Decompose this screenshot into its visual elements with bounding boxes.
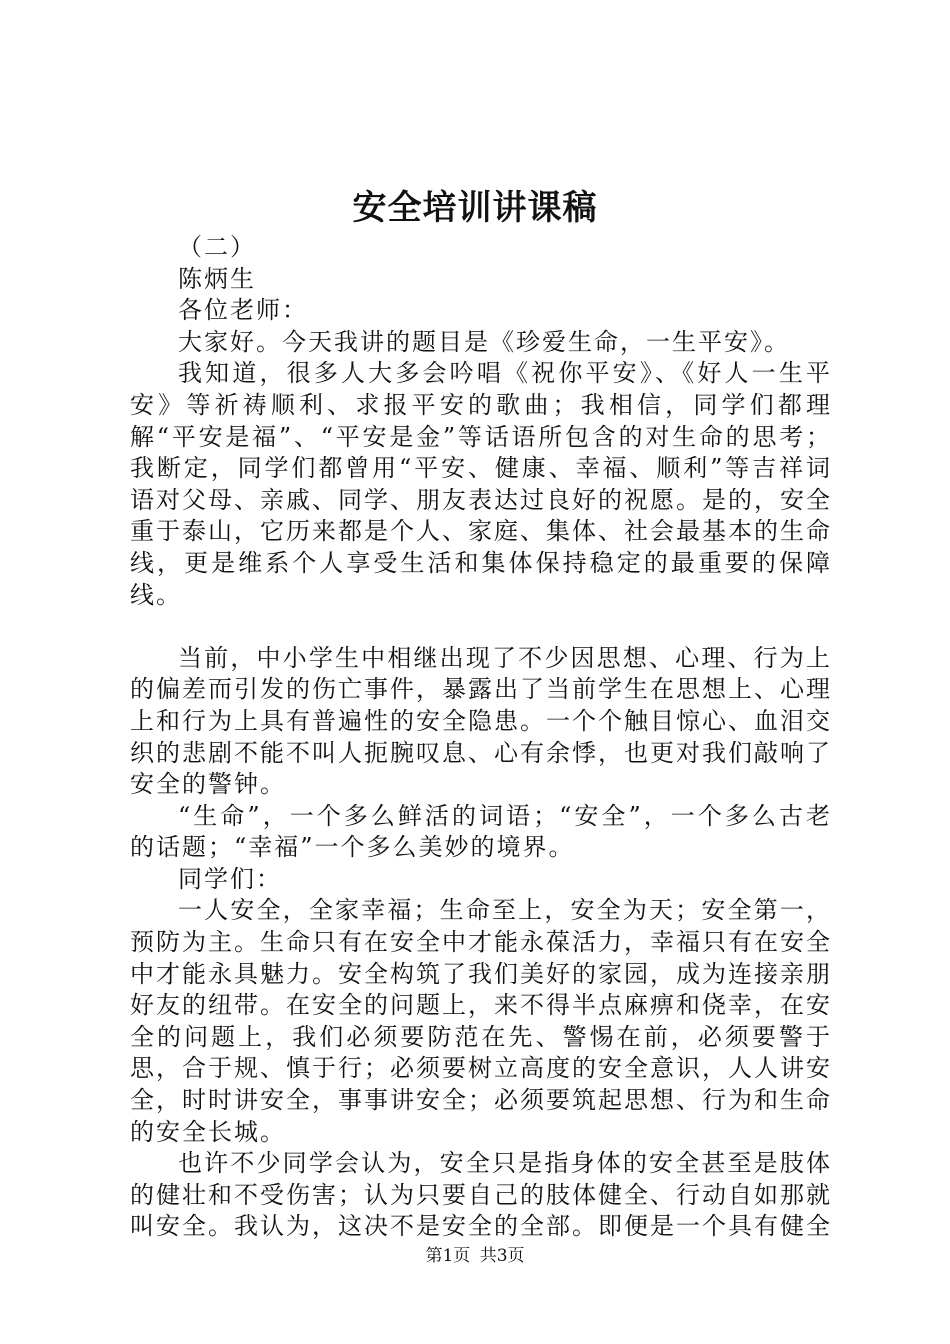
paragraph-salutation: 各位老师： [178,296,308,325]
paragraph: 一人安全，全家幸福；生命至上，安全为天；安全第一，预防为主。生命只有在安全中才能永葆活力，幸福只有在安全中才能永具魅力。安全构筑了我们美好的家园，成为连接亲朋好友的纽带。在安全的问题上，来不得半点麻痹和侥幸，在安全的问题上，我们必须要防范在先、警惕在前，必须要警于思，合于规、慎于行；必须要树立高度的安全意识，人人讲安全，时时讲安全，事事讲安全；必须要筑起思想、行为和生命的安全长城。 [130,896,832,1146]
paragraph-subtitle: （二） [178,233,256,261]
page-number: 第1页 [425,1246,471,1266]
paragraph: 我知道，很多人大多会吟唱《祝你平安》、《好人一生平安》等祈祷顺利、求报平安的歌曲；我相信，同学们都理解“平安是福”、“平安是金”等话语所包含的对生命的思考；我断定，同学们都曾用“平安、健康、幸福、顺利”等吉祥词语对父母、亲戚、同学、朋友表达过良好的祝愿。是的，安全重于泰山，它历来都是个人、家庭、集体、社会最基本的生命线，更是维系个人享受生活和集体保持稳定的最重要的保障线。 [130,359,832,609]
paragraph: 当前，中小学生中相继出现了不少因思想、心理、行为上的偏差而引发的伤亡事件，暴露出了当前学生在思想上、心理上和行为上具有普遍性的安全隐患。一个个触目惊心、血泪交织的悲剧不能不叫人扼腕叹息、心有余悸，也更对我们敲响了安全的警钟。 [130,643,832,799]
paragraph-author: 陈炳生 [178,264,256,293]
page-footer [0,1245,950,1267]
page-total: 共3页 [479,1246,525,1266]
paragraph: 同学们： [178,864,282,893]
paragraph: “生命”，一个多么鲜活的词语；“安全”，一个多么古老的话题；“幸福”一个多么美妙的境界。 [130,801,832,862]
document-body [130,232,832,1243]
paragraph: 大家好。今天我讲的题目是《珍爱生命，一生平安》。 [178,327,790,356]
document-title: 安全培训讲课稿 [352,188,598,228]
paragraph: 也许不少同学会认为，安全只是指身体的安全甚至是肢体的健壮和不受伤害；认为只要自己的肢体健全、行动自如那就叫安全。我认为，这决不是安全的全部。即便是一个具有健全 [130,1149,832,1241]
